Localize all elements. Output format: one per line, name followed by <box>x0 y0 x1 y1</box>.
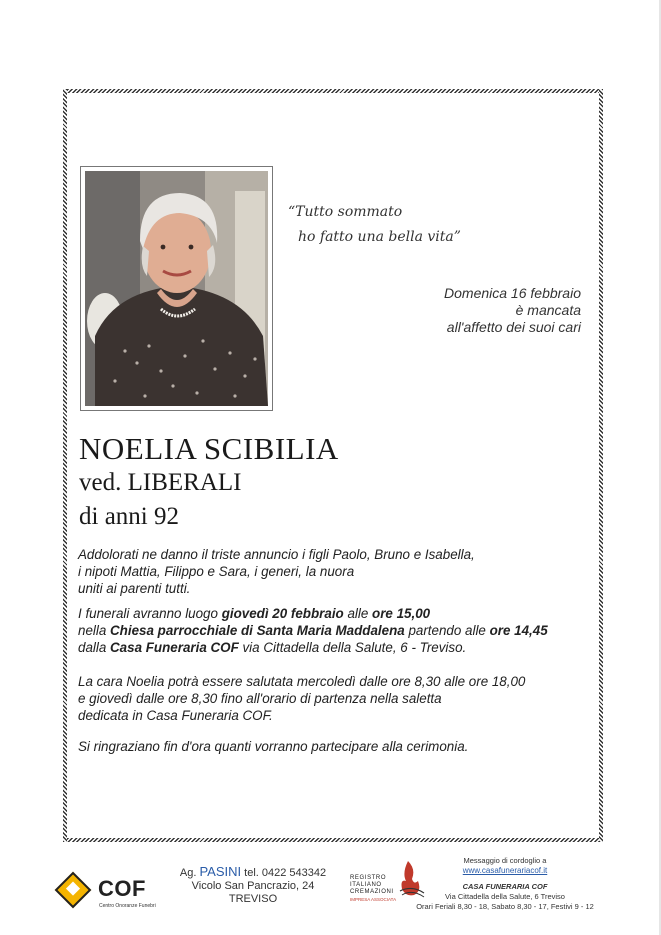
p2-line-2: nella Chiesa parrocchiale di Santa Maria Maddalena partendo alle ore 14,45 <box>78 623 548 638</box>
portrait-image <box>85 171 268 406</box>
thanks-paragraph <box>78 738 598 755</box>
death-affection: all'affetto dei suoi cari <box>446 319 581 335</box>
funeral-home-name: CASA FUNERARIA COF <box>462 882 548 891</box>
p4-line-1: Si ringraziano fin d'ora quanti vorranno partecipare alla cerimonia. <box>78 739 469 754</box>
p1-line-2: i nipoti Mattia, Filippo e Sara, i generi, la nuora <box>78 564 355 579</box>
quote-line-1: “Tutto sommato <box>288 204 403 220</box>
agency-name: PASINI <box>199 864 242 879</box>
agency-phone-line: Ag. PASINI tel. 0422 543342 <box>179 864 327 879</box>
widow-of: ved. LIBERALI <box>79 469 242 496</box>
agency-address: Vicolo San Pancrazio, 24 <box>191 880 315 892</box>
p2-line-1: I funerali avranno luogo giovedì 20 febbraio alle ore 15,00 <box>78 606 431 621</box>
cof-logo-subtitle: Centro Onoranze Funebri <box>99 903 156 909</box>
p1-line-3: uniti ai parenti tutti. <box>78 581 191 596</box>
p2-line-3: dalla Casa Funeraria COF via Cittadella della Salute, 6 - Treviso. <box>78 640 467 655</box>
deceased-age: di anni 92 <box>79 503 179 530</box>
visitation-paragraph <box>78 673 598 724</box>
quote <box>288 200 488 250</box>
agency-city: TREVISO <box>228 893 278 905</box>
border-top <box>63 89 603 93</box>
p3-line-1: La cara Noelia potrà essere salutata mercoledì dalle ore 8,30 alle ore 18,00 <box>78 674 526 689</box>
border-bottom <box>63 838 603 842</box>
border-left <box>63 89 67 842</box>
funeral-home-hours: Orari Feriali 8,30 - 18, Sabato 8,30 - 17, Festivi 9 - 12 <box>416 902 594 911</box>
border-right <box>599 89 603 842</box>
death-announcement <box>444 285 581 336</box>
cof-logo-text: COF <box>98 876 146 901</box>
cof-diamond-icon <box>55 872 92 909</box>
quote-line-2: ho fatto una bella vita” <box>298 229 461 245</box>
portrait-photo <box>80 166 273 411</box>
condolence-label: Messaggio di cordoglio a <box>463 856 547 865</box>
agency-phone: tel. 0422 543342 <box>241 867 327 879</box>
p3-line-2: e giovedì dalle ore 8,30 fino all'orario di partenza nella saletta <box>78 691 442 706</box>
agency-info <box>178 865 328 906</box>
condolence-info <box>410 856 600 912</box>
death-date: Domenica 16 febbraio <box>444 285 581 301</box>
ric-logo-text: REGISTRO ITALIANO CREMAZIONI <box>350 875 394 895</box>
cof-logo <box>58 874 168 914</box>
announcement-paragraph <box>78 546 598 597</box>
deceased-name: NOELIA SCIBILIA <box>79 431 339 466</box>
ric-logo-subtitle: IMPRESA ASSOCIATA <box>350 897 397 902</box>
condolence-link[interactable]: www.casafunerariacof.it <box>462 866 548 875</box>
p3-line-3: dedicata in Casa Funeraria COF. <box>78 708 273 723</box>
death-verb: è mancata <box>515 302 581 318</box>
funeral-home-address: Via Cittadella della Salute, 6 Treviso <box>445 892 565 901</box>
funeral-paragraph <box>78 605 598 656</box>
p1-line-1: Addolorati ne danno il triste annuncio i figli Paolo, Bruno e Isabella, <box>78 547 475 562</box>
